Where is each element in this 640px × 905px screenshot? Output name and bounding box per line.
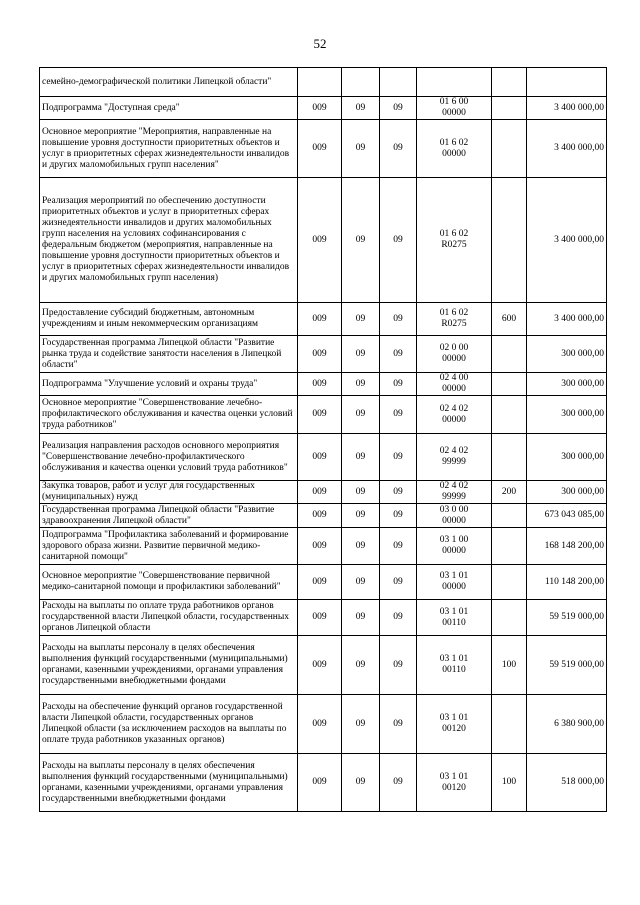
ministry-code-cell: 009 bbox=[298, 97, 342, 120]
target-article-code-part2: R0275 bbox=[441, 319, 467, 329]
expense-type-cell: 200 bbox=[492, 481, 527, 504]
section-code-cell: 09 bbox=[342, 178, 380, 303]
row-name-cell: Закупка товаров, работ и услуг для государственных (муниципальных) нужд bbox=[40, 481, 298, 504]
row-name-cell: Государственная программа Липецкой области "Развитие здравоохранения Липецкой области" bbox=[40, 504, 298, 528]
target-article-cell bbox=[417, 120, 492, 178]
target-article-code-part2: 00000 bbox=[442, 582, 466, 592]
subsection-code-cell: 09 bbox=[380, 336, 417, 373]
expense-type-cell: 600 bbox=[492, 303, 527, 336]
subsection-code-cell: 09 bbox=[380, 636, 417, 695]
row-name-cell: Основное мероприятие "Совершенствование первичной медико-санитарной помощи и профилактики заболеваний" bbox=[40, 565, 298, 600]
table-row bbox=[40, 695, 607, 754]
target-article-cell bbox=[417, 97, 492, 120]
section-code-cell: 09 bbox=[342, 434, 380, 481]
row-name-cell: Основное мероприятие "Мероприятия, направленные на повышение уровня доступности приоритетных объектов и услуг в приоритетных сферах жизнедеятельности инвалидов и других маломобильных групп населения" bbox=[40, 120, 298, 178]
row-name-cell: Расходы на обеспечение функций органов государственной власти Липецкой области, государственных органов Липецкой области (за исключением расходов на выплаты по оплате труда работников указанных органов) bbox=[40, 695, 298, 754]
table-row bbox=[40, 373, 607, 396]
subsection-code-cell: 09 bbox=[380, 565, 417, 600]
target-article-cell bbox=[417, 178, 492, 303]
row-name-cell: семейно-демографической политики Липецкой области" bbox=[40, 68, 298, 97]
expense-type-cell bbox=[492, 336, 527, 373]
target-article-cell bbox=[417, 373, 492, 396]
subsection-code-cell: 09 bbox=[380, 695, 417, 754]
target-article-cell bbox=[417, 636, 492, 695]
table-row bbox=[40, 565, 607, 600]
row-name-cell: Реализация направления расходов основного мероприятия "Совершенствование лечебно-профилактического обслуживания и качества оценки условий труда работников" bbox=[40, 434, 298, 481]
target-article-code-part2: 00120 bbox=[442, 782, 466, 793]
expense-type-cell bbox=[492, 68, 527, 97]
amount-cell: 110 148 200,00 bbox=[527, 565, 607, 600]
table-row bbox=[40, 68, 607, 97]
target-article-cell bbox=[417, 565, 492, 600]
subsection-code-cell bbox=[380, 68, 417, 97]
amount-cell: 3 400 000,00 bbox=[527, 97, 607, 120]
section-code-cell: 09 bbox=[342, 754, 380, 812]
ministry-code-cell: 009 bbox=[298, 754, 342, 812]
ministry-code-cell: 009 bbox=[298, 481, 342, 504]
target-article-code-part1: 02 4 02 bbox=[439, 481, 469, 491]
target-article-code-part1: 03 0 00 bbox=[439, 504, 469, 515]
ministry-code-cell: 009 bbox=[298, 434, 342, 481]
target-article-code-part2: 00110 bbox=[442, 617, 466, 628]
section-code-cell: 09 bbox=[342, 481, 380, 504]
table-row bbox=[40, 178, 607, 303]
expense-type-cell bbox=[492, 504, 527, 528]
amount-cell: 300 000,00 bbox=[527, 336, 607, 373]
target-article-code-part2: 99999 bbox=[442, 457, 466, 467]
expense-type-cell bbox=[492, 97, 527, 120]
target-article-cell bbox=[417, 504, 492, 528]
subsection-code-cell: 09 bbox=[380, 373, 417, 396]
section-code-cell: 09 bbox=[342, 528, 380, 565]
target-article-code-part1: 03 1 01 bbox=[439, 771, 469, 782]
target-article-code-part1: 01 6 02 bbox=[439, 229, 469, 239]
amount-cell: 3 400 000,00 bbox=[527, 178, 607, 303]
amount-cell: 300 000,00 bbox=[527, 373, 607, 396]
expense-type-cell bbox=[492, 373, 527, 396]
target-article-code-part2: 00000 bbox=[442, 148, 466, 159]
target-article-code-part2: 99999 bbox=[442, 492, 466, 502]
amount-cell: 300 000,00 bbox=[527, 434, 607, 481]
row-name-cell: Расходы на выплаты персоналу в целях обеспечения выполнения функций государственными (муниципальными) органами, казенными учреждениями, органами управления государственными внебюджетными фондами bbox=[40, 754, 298, 812]
target-article-code-part1: 01 6 02 bbox=[439, 137, 469, 148]
target-article-code-part1: 02 4 00 bbox=[439, 373, 469, 383]
ministry-code-cell: 009 bbox=[298, 373, 342, 396]
section-code-cell: 09 bbox=[342, 600, 380, 636]
target-article-cell bbox=[417, 396, 492, 434]
ministry-code-cell: 009 bbox=[298, 178, 342, 303]
subsection-code-cell: 09 bbox=[380, 504, 417, 528]
target-article-cell bbox=[417, 481, 492, 504]
subsection-code-cell: 09 bbox=[380, 396, 417, 434]
subsection-code-cell: 09 bbox=[380, 120, 417, 178]
target-article-code-part2: 00000 bbox=[442, 354, 466, 364]
ministry-code-cell: 009 bbox=[298, 303, 342, 336]
expense-type-cell bbox=[492, 695, 527, 754]
target-article-code-part2: 00000 bbox=[442, 515, 466, 526]
subsection-code-cell: 09 bbox=[380, 434, 417, 481]
amount-cell: 300 000,00 bbox=[527, 396, 607, 434]
expense-type-cell bbox=[492, 434, 527, 481]
target-article-cell bbox=[417, 336, 492, 373]
target-article-code-part1: 02 4 02 bbox=[439, 446, 469, 456]
table-row bbox=[40, 600, 607, 636]
target-article-code-part2: 00120 bbox=[442, 724, 466, 734]
table-row bbox=[40, 434, 607, 481]
expense-type-cell: 100 bbox=[492, 636, 527, 695]
target-article-code-part2: 00110 bbox=[442, 665, 466, 675]
expense-type-cell bbox=[492, 396, 527, 434]
section-code-cell: 09 bbox=[342, 120, 380, 178]
target-article-code-part1: 03 1 00 bbox=[439, 535, 469, 545]
target-article-cell bbox=[417, 303, 492, 336]
expense-type-cell: 100 bbox=[492, 754, 527, 812]
ministry-code-cell: 009 bbox=[298, 565, 342, 600]
target-article-cell bbox=[417, 528, 492, 565]
target-article-code-part1: 02 0 00 bbox=[439, 343, 469, 353]
target-article-code-part1: 03 1 01 bbox=[439, 654, 469, 664]
target-article-code-part1: 03 1 01 bbox=[439, 713, 469, 723]
expense-type-cell bbox=[492, 528, 527, 565]
target-article-code-part1: 03 1 01 bbox=[439, 571, 469, 581]
ministry-code-cell: 009 bbox=[298, 636, 342, 695]
ministry-code-cell bbox=[298, 68, 342, 97]
ministry-code-cell: 009 bbox=[298, 528, 342, 565]
section-code-cell: 09 bbox=[342, 336, 380, 373]
section-code-cell: 09 bbox=[342, 636, 380, 695]
target-article-code-part2: R0275 bbox=[441, 240, 467, 250]
row-name-cell: Реализация мероприятий по обеспечению доступности приоритетных объектов и услуг в приоритетных сферах жизнедеятельности инвалидов и других маломобильных групп населения на условиях софинансирования с федеральным бюджетом (мероприятия, направленные на повышение уровня доступности приоритетных объектов и услуг в приоритетных сферах жизнедеятельности инвалидов и других маломобильных групп населения) bbox=[40, 178, 298, 303]
section-code-cell: 09 bbox=[342, 396, 380, 434]
table-row bbox=[40, 120, 607, 178]
target-article-code-part1: 01 6 00 bbox=[439, 97, 469, 107]
amount-cell bbox=[527, 68, 607, 97]
row-name-cell: Основное мероприятие "Совершенствование лечебно-профилактического обслуживания и качества оценки условий труда работников" bbox=[40, 396, 298, 434]
row-name-cell: Расходы на выплаты персоналу в целях обеспечения выполнения функций государственными (муниципальными) органами, казенными учреждениями, органами управления государственными внебюджетными фондами bbox=[40, 636, 298, 695]
target-article-code-part2: 00000 bbox=[442, 546, 466, 556]
amount-cell: 6 380 900,00 bbox=[527, 695, 607, 754]
ministry-code-cell: 009 bbox=[298, 695, 342, 754]
subsection-code-cell: 09 bbox=[380, 600, 417, 636]
table-row bbox=[40, 396, 607, 434]
section-code-cell: 09 bbox=[342, 695, 380, 754]
subsection-code-cell: 09 bbox=[380, 754, 417, 812]
expense-type-cell bbox=[492, 565, 527, 600]
table-row bbox=[40, 481, 607, 504]
row-name-cell: Подпрограмма "Улучшение условий и охраны труда" bbox=[40, 373, 298, 396]
row-name-cell: Расходы на выплаты по оплате труда работников органов государственной власти Липецкой области, государственных органов Липецкой области bbox=[40, 600, 298, 636]
target-article-code-part1: 03 1 01 bbox=[439, 606, 469, 617]
amount-cell: 3 400 000,00 bbox=[527, 120, 607, 178]
row-name-cell: Государственная программа Липецкой области "Развитие рынка труда и содействие занятости населения в Липецкой области" bbox=[40, 336, 298, 373]
table-row bbox=[40, 97, 607, 120]
subsection-code-cell: 09 bbox=[380, 97, 417, 120]
subsection-code-cell: 09 bbox=[380, 303, 417, 336]
subsection-code-cell: 09 bbox=[380, 481, 417, 504]
expense-type-cell bbox=[492, 178, 527, 303]
table-row bbox=[40, 504, 607, 528]
expense-type-cell bbox=[492, 600, 527, 636]
target-article-code-part1: 01 6 02 bbox=[439, 308, 469, 318]
amount-cell: 59 519 000,00 bbox=[527, 600, 607, 636]
target-article-cell bbox=[417, 68, 492, 97]
budget-table bbox=[39, 67, 607, 812]
table-row bbox=[40, 636, 607, 695]
target-article-cell bbox=[417, 600, 492, 636]
amount-cell: 673 043 085,00 bbox=[527, 504, 607, 528]
subsection-code-cell: 09 bbox=[380, 178, 417, 303]
amount-cell: 3 400 000,00 bbox=[527, 303, 607, 336]
page-number: 52 bbox=[313, 36, 327, 51]
section-code-cell: 09 bbox=[342, 373, 380, 396]
amount-cell: 300 000,00 bbox=[527, 481, 607, 504]
section-code-cell: 09 bbox=[342, 97, 380, 120]
amount-cell: 168 148 200,00 bbox=[527, 528, 607, 565]
section-code-cell: 09 bbox=[342, 504, 380, 528]
expense-type-cell bbox=[492, 120, 527, 178]
ministry-code-cell: 009 bbox=[298, 120, 342, 178]
target-article-code-part1: 02 4 02 bbox=[439, 403, 469, 414]
target-article-code-part2: 00000 bbox=[442, 414, 466, 425]
table-body bbox=[40, 68, 607, 812]
row-name-cell: Подпрограмма "Доступная среда" bbox=[40, 97, 298, 120]
ministry-code-cell: 009 bbox=[298, 336, 342, 373]
table-row bbox=[40, 528, 607, 565]
target-article-cell bbox=[417, 754, 492, 812]
section-code-cell: 09 bbox=[342, 565, 380, 600]
table-row bbox=[40, 754, 607, 812]
table-row bbox=[40, 336, 607, 373]
subsection-code-cell: 09 bbox=[380, 528, 417, 565]
ministry-code-cell: 009 bbox=[298, 504, 342, 528]
ministry-code-cell: 009 bbox=[298, 396, 342, 434]
row-name-cell: Подпрограмма "Профилактика заболеваний и формирование здорового образа жизни. Развитие первичной медико-санитарной помощи" bbox=[40, 528, 298, 565]
target-article-code-part2: 00000 bbox=[442, 384, 466, 394]
target-article-cell bbox=[417, 434, 492, 481]
ministry-code-cell: 009 bbox=[298, 600, 342, 636]
target-article-code-part2: 00000 bbox=[442, 108, 466, 118]
amount-cell: 59 519 000,00 bbox=[527, 636, 607, 695]
amount-cell: 518 000,00 bbox=[527, 754, 607, 812]
row-name-cell: Предоставление субсидий бюджетным, автономным учреждениям и иным некоммерческим организациям bbox=[40, 303, 298, 336]
section-code-cell bbox=[342, 68, 380, 97]
table-row bbox=[40, 303, 607, 336]
section-code-cell: 09 bbox=[342, 303, 380, 336]
target-article-cell bbox=[417, 695, 492, 754]
